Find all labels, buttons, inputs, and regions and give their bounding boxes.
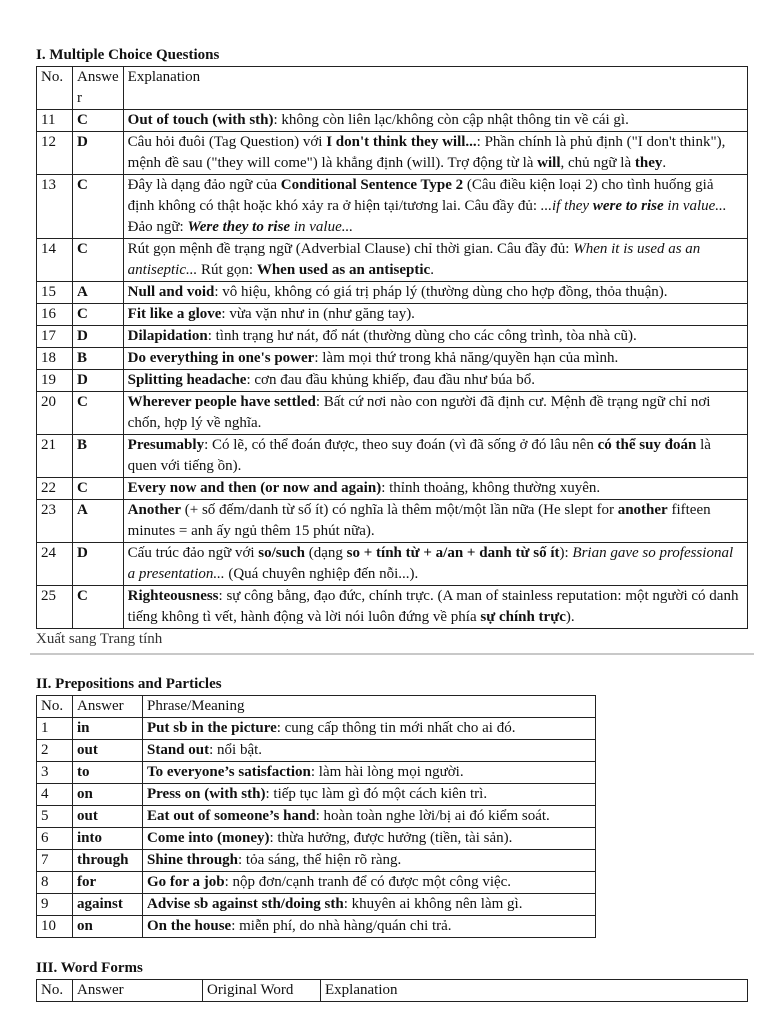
header-answer: Answer	[73, 980, 203, 1002]
row-explanation: Advise sb against sth/doing sth: khuyên ai không nên làm gì.	[143, 894, 596, 916]
header-meaning: Phrase/Meaning	[143, 696, 596, 718]
table-row	[37, 348, 748, 370]
row-explanation: Câu hỏi đuôi (Tag Question) với I don't think they will...: Phần chính là phủ định ("I don't think"), mệnh đề sau ("they will come") là khẳng định (will). Trợ động từ là will, chủ ngữ là they.	[123, 132, 747, 175]
row-answer: on	[73, 784, 143, 806]
section-2-title: II. Prepositions and Particles	[36, 676, 222, 692]
table-row	[37, 718, 596, 740]
table-header-row	[37, 67, 748, 110]
row-answer: A	[73, 500, 124, 543]
row-explanation: Dilapidation: tình trạng hư nát, đổ nát (thường dùng cho các công trình, tòa nhà cũ).	[123, 326, 747, 348]
row-explanation: Do everything in one's power: làm mọi thứ trong khả năng/quyền hạn của mình.	[123, 348, 747, 370]
row-explanation: Rút gọn mệnh đề trạng ngữ (Adverbial Clause) chỉ thời gian. Câu đầy đủ: When it is used as an antiseptic... Rút gọn: When used as an antiseptic.	[123, 239, 747, 282]
header-no: No.	[37, 67, 73, 110]
row-explanation: On the house: miễn phí, do nhà hàng/quán chi trả.	[143, 916, 596, 938]
table-row	[37, 828, 596, 850]
row-number: 19	[37, 370, 73, 392]
row-number: 6	[37, 828, 73, 850]
row-number: 4	[37, 784, 73, 806]
header-no: No.	[37, 696, 73, 718]
row-explanation: Splitting headache: cơn đau đầu khủng khiếp, đau đầu như búa bổ.	[123, 370, 747, 392]
row-number: 12	[37, 132, 73, 175]
prepositions-table	[36, 695, 596, 938]
table-row	[37, 392, 748, 435]
row-explanation: Righteousness: sự công bằng, đạo đức, chính trực. (A man of stainless reputation: một người có danh tiếng không tì vết, hành động và lời nói luôn đứng về phía sự chính trực).	[123, 586, 747, 629]
row-answer: D	[73, 132, 124, 175]
row-answer: C	[73, 239, 124, 282]
row-explanation: Put sb in the picture: cung cấp thông tin mới nhất cho ai đó.	[143, 718, 596, 740]
table-header-row	[37, 980, 748, 1002]
row-explanation: Every now and then (or now and again): thỉnh thoảng, không thường xuyên.	[123, 478, 747, 500]
row-number: 1	[37, 718, 73, 740]
section-3-title: III. Word Forms	[36, 960, 143, 976]
row-explanation: Cấu trúc đảo ngữ với so/such (dạng so + tính từ + a/an + danh từ số ít): Brian gave so professional a presentation... (Quá chuyên nghiệp đến nỗi...).	[123, 543, 747, 586]
row-answer: C	[73, 392, 124, 435]
row-explanation: Come into (money): thừa hưởng, được hưởng (tiền, tài sản).	[143, 828, 596, 850]
header-no: No.	[37, 980, 73, 1002]
row-explanation: Presumably: Có lẽ, có thể đoán được, theo suy đoán (vì đã sống ở đó lâu nên có thể suy đoán là quen với tiếng ồn).	[123, 435, 747, 478]
row-answer: to	[73, 762, 143, 784]
table-row	[37, 740, 596, 762]
row-answer: on	[73, 916, 143, 938]
table-row	[37, 110, 748, 132]
table-row	[37, 500, 748, 543]
row-number: 3	[37, 762, 73, 784]
row-number: 20	[37, 392, 73, 435]
row-answer: C	[73, 110, 124, 132]
row-number: 10	[37, 916, 73, 938]
row-number: 22	[37, 478, 73, 500]
row-number: 23	[37, 500, 73, 543]
table-row	[37, 239, 748, 282]
row-explanation: Eat out of someone’s hand: hoàn toàn nghe lời/bị ai đó kiểm soát.	[143, 806, 596, 828]
row-number: 25	[37, 586, 73, 629]
row-number: 13	[37, 175, 73, 239]
table-row	[37, 872, 596, 894]
row-number: 8	[37, 872, 73, 894]
row-number: 7	[37, 850, 73, 872]
row-answer: through	[73, 850, 143, 872]
row-number: 17	[37, 326, 73, 348]
row-number: 14	[37, 239, 73, 282]
document-page	[36, 44, 748, 1002]
row-answer: D	[73, 543, 124, 586]
row-answer: D	[73, 326, 124, 348]
table-row	[37, 478, 748, 500]
row-answer: C	[73, 586, 124, 629]
table-row	[37, 282, 748, 304]
word-forms-table	[36, 979, 748, 1002]
row-explanation: Press on (with sth): tiếp tục làm gì đó một cách kiên trì.	[143, 784, 596, 806]
row-answer: B	[73, 348, 124, 370]
table-header-row	[37, 696, 596, 718]
header-answer: Answe r	[73, 67, 124, 110]
row-answer: D	[73, 370, 124, 392]
row-answer: for	[73, 872, 143, 894]
table-row	[37, 175, 748, 239]
row-explanation: Đây là dạng đảo ngữ của Conditional Sentence Type 2 (Câu điều kiện loại 2) cho tình huống giả định không có thật hoặc khó xảy ra ở hiện tại/tương lai. Câu đầy đủ: ...if they were to rise in value... Đảo ngữ: Were they to rise in value...	[123, 175, 747, 239]
row-explanation: Another (+ số đếm/danh từ số ít) có nghĩa là thêm một/một lần nữa (He slept for another fifteen minutes = anh ấy ngủ thêm 15 phút nữa).	[123, 500, 747, 543]
row-answer: in	[73, 718, 143, 740]
table-row	[37, 762, 596, 784]
row-answer: C	[73, 175, 124, 239]
table-row	[37, 132, 748, 175]
row-number: 11	[37, 110, 73, 132]
row-number: 21	[37, 435, 73, 478]
row-explanation: Out of touch (with sth): không còn liên lạc/không còn cập nhật thông tin về cái gì.	[123, 110, 747, 132]
row-number: 2	[37, 740, 73, 762]
table-row	[37, 586, 748, 629]
row-answer: C	[73, 304, 124, 326]
row-explanation: Fit like a glove: vừa vặn như in (như găng tay).	[123, 304, 747, 326]
divider	[30, 653, 754, 655]
table-row	[37, 850, 596, 872]
section-1-title: I. Multiple Choice Questions	[36, 47, 220, 63]
row-explanation: Wherever people have settled: Bất cứ nơi nào con người đã định cư. Mệnh đề trạng ngữ chỉ nơi chốn, hợp lý về nghĩa.	[123, 392, 747, 435]
row-number: 15	[37, 282, 73, 304]
row-number: 5	[37, 806, 73, 828]
row-answer: into	[73, 828, 143, 850]
row-answer: against	[73, 894, 143, 916]
table-row	[37, 894, 596, 916]
table-row	[37, 370, 748, 392]
table-row	[37, 326, 748, 348]
row-explanation: Shine through: tỏa sáng, thể hiện rõ ràng.	[143, 850, 596, 872]
row-number: 9	[37, 894, 73, 916]
row-answer: out	[73, 806, 143, 828]
row-number: 18	[37, 348, 73, 370]
multiple-choice-table	[36, 66, 748, 629]
table-row	[37, 784, 596, 806]
table-row	[37, 304, 748, 326]
row-answer: B	[73, 435, 124, 478]
export-to-sheets-link[interactable]: Xuất sang Trang tính	[36, 631, 163, 647]
row-answer: A	[73, 282, 124, 304]
table-row	[37, 916, 596, 938]
row-explanation: Stand out: nổi bật.	[143, 740, 596, 762]
row-explanation: To everyone’s satisfaction: làm hài lòng mọi người.	[143, 762, 596, 784]
row-answer: out	[73, 740, 143, 762]
row-number: 24	[37, 543, 73, 586]
header-original-word: Original Word	[203, 980, 321, 1002]
header-answer: Answer	[73, 696, 143, 718]
row-number: 16	[37, 304, 73, 326]
row-explanation: Go for a job: nộp đơn/cạnh tranh để có được một công việc.	[143, 872, 596, 894]
row-explanation: Null and void: vô hiệu, không có giá trị pháp lý (thường dùng cho hợp đồng, thỏa thuận).	[123, 282, 747, 304]
table-row	[37, 543, 748, 586]
table-row	[37, 806, 596, 828]
header-explanation: Explanation	[123, 67, 747, 110]
header-explanation: Explanation	[321, 980, 748, 1002]
table-row	[37, 435, 748, 478]
row-answer: C	[73, 478, 124, 500]
